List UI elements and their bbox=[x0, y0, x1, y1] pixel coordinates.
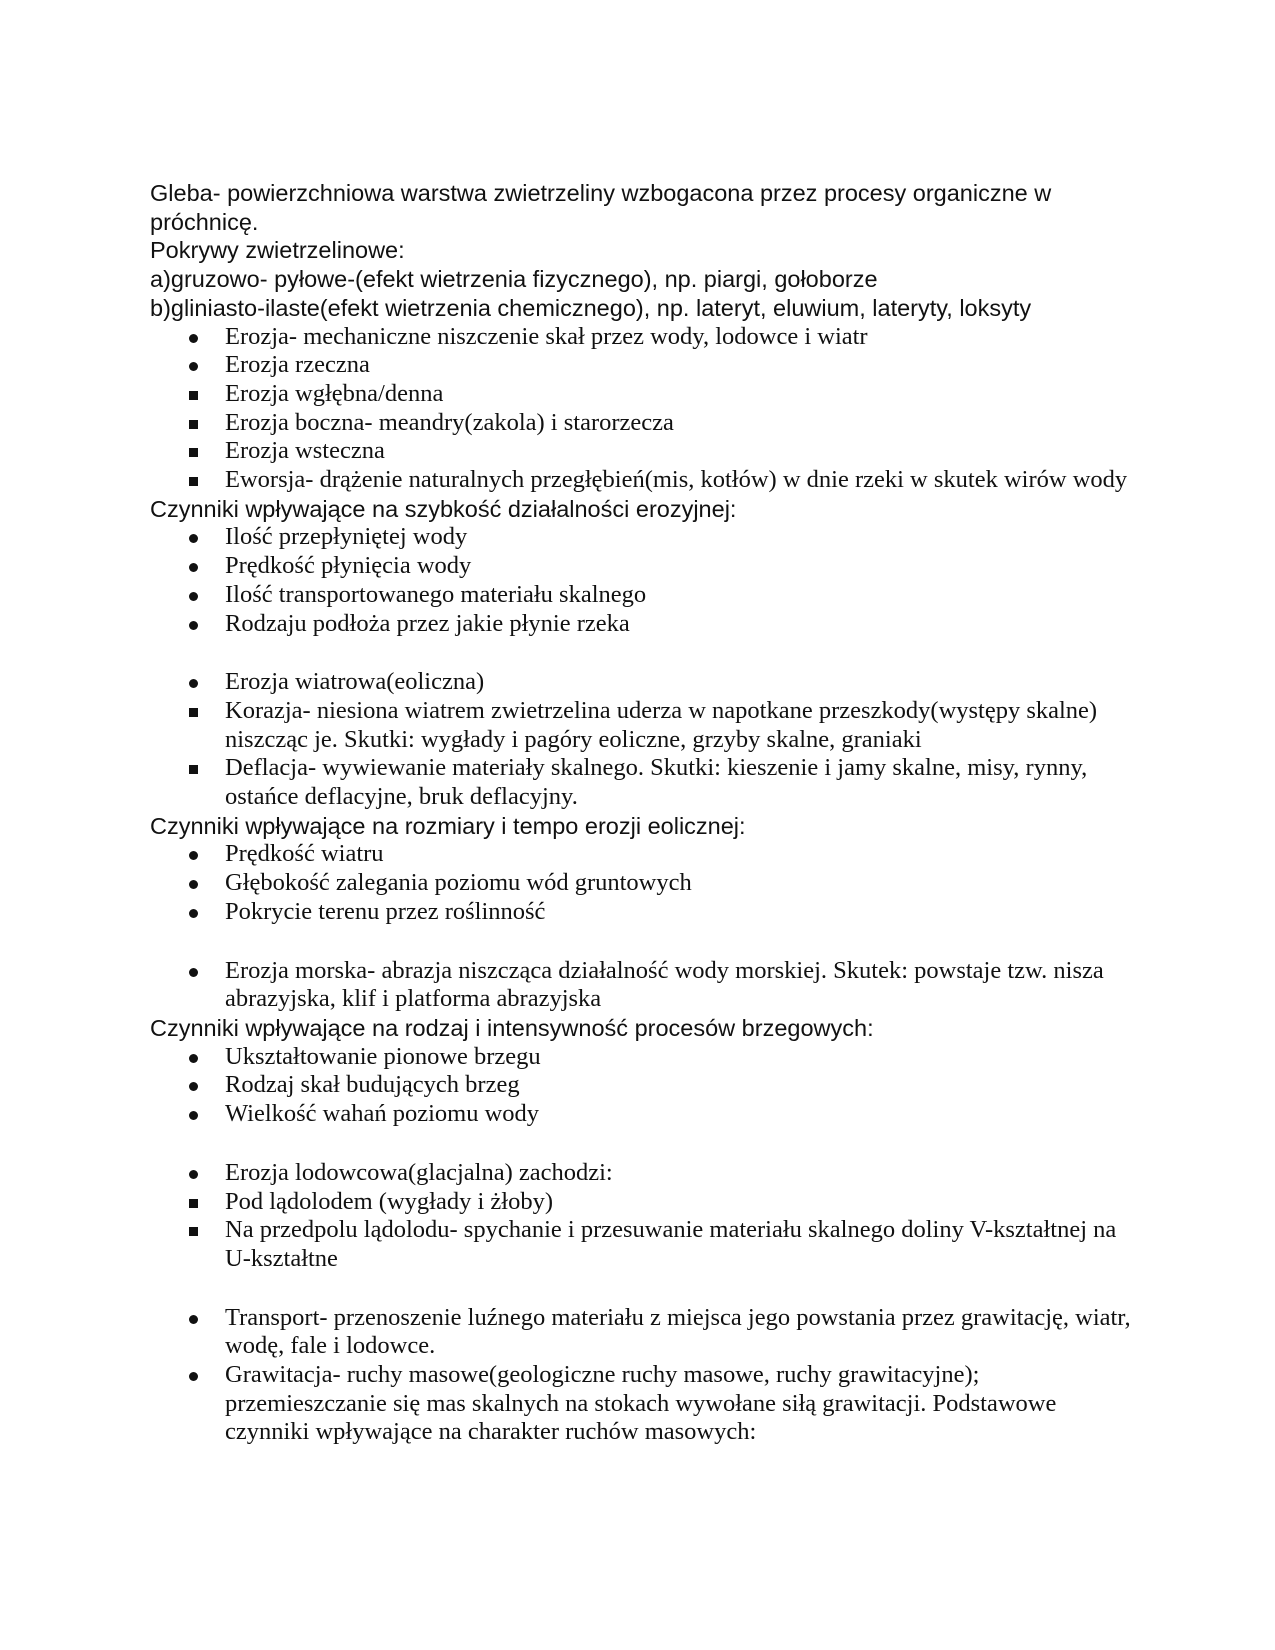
list-item-text: Erozja lodowcowa(glacjalna) zachodzi: bbox=[225, 1158, 613, 1186]
list-item-text: Korazja- niesiona wiatrem zwietrzelina uderza w napotkane przeszkody(występy skalne) niszcząc je. Skutki: wygłady i pagóry eoliczne, grzyby skalne, graniaki bbox=[225, 696, 1098, 753]
list-item bbox=[150, 466, 1140, 495]
disc-bullet-icon bbox=[188, 840, 204, 869]
wind-erosion-list bbox=[150, 668, 1140, 812]
list-item bbox=[150, 1071, 1140, 1100]
intro-paragraph: a)gruzowo- pyłowe-(efekt wietrzenia fizycznego), np. piargi, gołoborze bbox=[150, 266, 878, 293]
list-item-text: Erozja- mechaniczne niszczenie skał przez wody, lodowce i wiatr bbox=[225, 322, 868, 350]
list-item bbox=[150, 581, 1140, 610]
disc-bullet-icon bbox=[188, 1100, 204, 1129]
list-item-text: Deflacja- wywiewanie materiały skalnego. Skutki: kieszenie i jamy skalne, misy, rynny, ostańce deflacyjne, bruk deflacyjny. bbox=[225, 754, 1088, 811]
list-item bbox=[150, 1188, 1140, 1217]
list-item bbox=[150, 1361, 1140, 1447]
spacer bbox=[150, 638, 1140, 668]
list-item-text: Grawitacja- ruchy masowe(geologiczne ruchy masowe, ruchy grawitacyjne); przemieszczanie się mas skalnych na stokach wywołane siłą grawitacji. Podstawowe czynniki wpływające na charakter ruchów masowych: bbox=[225, 1361, 1057, 1446]
disc-bullet-icon bbox=[188, 610, 204, 639]
glacial-erosion-list bbox=[150, 1159, 1140, 1274]
list-item bbox=[150, 1216, 1140, 1273]
erosion-list bbox=[150, 323, 1140, 495]
list-item-text: Wielkość wahań poziomu wody bbox=[225, 1100, 540, 1128]
list-item bbox=[150, 840, 1140, 869]
square-bullet-icon bbox=[188, 697, 204, 726]
list-item-text: Eworsja- drążenie naturalnych przegłębień(mis, kotłów) w dnie rzeki w skutek wirów wody bbox=[225, 466, 1128, 494]
list-item bbox=[150, 380, 1140, 409]
disc-bullet-icon bbox=[188, 351, 204, 380]
list-item-text: Erozja wiatrowa(eoliczna) bbox=[225, 668, 485, 696]
list-item bbox=[150, 1043, 1140, 1072]
disc-bullet-icon bbox=[188, 1043, 204, 1072]
list-item bbox=[150, 409, 1140, 438]
disc-bullet-icon bbox=[188, 668, 204, 697]
list-item bbox=[150, 869, 1140, 898]
disc-bullet-icon bbox=[188, 1159, 204, 1188]
list-item bbox=[150, 1304, 1140, 1361]
disc-bullet-icon bbox=[188, 898, 204, 927]
document-page bbox=[150, 179, 1140, 1447]
list-item bbox=[150, 754, 1140, 811]
list-item bbox=[150, 351, 1140, 380]
list-item-text: Erozja morska- abrazja niszcząca działalność wody morskiej. Skutek: powstaje tzw. nisza abrazyjska, klif i platforma abrazyjska bbox=[225, 956, 1104, 1013]
list-item-text: Erozja wgłębna/denna bbox=[225, 379, 444, 407]
section-heading: Czynniki wpływające na rodzaj i intensywność procesów brzegowych: bbox=[150, 1014, 874, 1041]
disc-bullet-icon bbox=[188, 552, 204, 581]
transport-list bbox=[150, 1304, 1140, 1448]
disc-bullet-icon bbox=[188, 1304, 204, 1333]
list-item-text: Erozja rzeczna bbox=[225, 351, 370, 379]
spacer bbox=[150, 1274, 1140, 1304]
list-item-text: Ilość przepłyniętej wody bbox=[225, 523, 468, 551]
list-item bbox=[150, 697, 1140, 754]
list-item bbox=[150, 898, 1140, 927]
square-bullet-icon bbox=[188, 1216, 204, 1245]
sea-erosion-list bbox=[150, 957, 1140, 1014]
list-item-text: Głębokość zalegania poziomu wód gruntowych bbox=[225, 869, 692, 897]
list-item bbox=[150, 437, 1140, 466]
list-item bbox=[150, 668, 1140, 697]
square-bullet-icon bbox=[188, 466, 204, 495]
list-item-text: Erozja wsteczna bbox=[225, 437, 385, 465]
list-item-text: Pod lądolodem (wygłady i żłoby) bbox=[225, 1187, 553, 1215]
disc-bullet-icon bbox=[188, 523, 204, 552]
list-item bbox=[150, 957, 1140, 1014]
coast-factors-list bbox=[150, 1043, 1140, 1129]
disc-bullet-icon bbox=[188, 581, 204, 610]
list-item-text: Erozja boczna- meandry(zakola) i starorzecza bbox=[225, 408, 674, 436]
list-item-text: Ilość transportowanego materiału skalnego bbox=[225, 580, 647, 608]
disc-bullet-icon bbox=[188, 323, 204, 352]
erosion-speed-list bbox=[150, 523, 1140, 638]
intro-paragraph: Gleba- powierzchniowa warstwa zwietrzeliny wzbogacona przez procesy organiczne w próchnicę. bbox=[150, 180, 1052, 235]
eolian-factors-list bbox=[150, 840, 1140, 926]
square-bullet-icon bbox=[188, 1188, 204, 1217]
list-item-text: Rodzaju podłoża przez jakie płynie rzeka bbox=[225, 609, 630, 637]
list-item bbox=[150, 1100, 1140, 1129]
disc-bullet-icon bbox=[188, 1071, 204, 1100]
list-item bbox=[150, 610, 1140, 639]
list-item bbox=[150, 523, 1140, 552]
section-heading: Czynniki wpływające na rozmiary i tempo erozji eolicznej: bbox=[150, 812, 746, 839]
intro-paragraph: Pokrywy zwietrzelinowe: bbox=[150, 237, 405, 264]
disc-bullet-icon bbox=[188, 1361, 204, 1390]
section-heading: Czynniki wpływające na szybkość działalności erozyjnej: bbox=[150, 495, 737, 522]
list-item bbox=[150, 323, 1140, 352]
intro-paragraph: b)gliniasto-ilaste(efekt wietrzenia chemicznego), np. lateryt, eluwium, lateryty, loksyty bbox=[150, 294, 1032, 321]
disc-bullet-icon bbox=[188, 957, 204, 986]
disc-bullet-icon bbox=[188, 869, 204, 898]
list-item bbox=[150, 1159, 1140, 1188]
list-item-text: Ukształtowanie pionowe brzegu bbox=[225, 1042, 541, 1070]
square-bullet-icon bbox=[188, 437, 204, 466]
square-bullet-icon bbox=[188, 754, 204, 783]
spacer bbox=[150, 1129, 1140, 1159]
list-item-text: Rodzaj skał budujących brzeg bbox=[225, 1071, 520, 1099]
square-bullet-icon bbox=[188, 409, 204, 438]
list-item-text: Na przedpolu lądolodu- spychanie i przesuwanie materiału skalnego doliny V-kształtnej na U-kształtne bbox=[225, 1216, 1117, 1272]
list-item-text: Pokrycie terenu przez roślinność bbox=[225, 897, 546, 925]
list-item-text: Prędkość płynięcia wody bbox=[225, 552, 472, 580]
spacer bbox=[150, 927, 1140, 957]
list-item bbox=[150, 552, 1140, 581]
square-bullet-icon bbox=[188, 380, 204, 409]
list-item-text: Transport- przenoszenie luźnego materiału z miejsca jego powstania przez grawitację, wiatr, wodę, fale i lodowce. bbox=[225, 1303, 1131, 1360]
list-item-text: Prędkość wiatru bbox=[225, 840, 384, 868]
